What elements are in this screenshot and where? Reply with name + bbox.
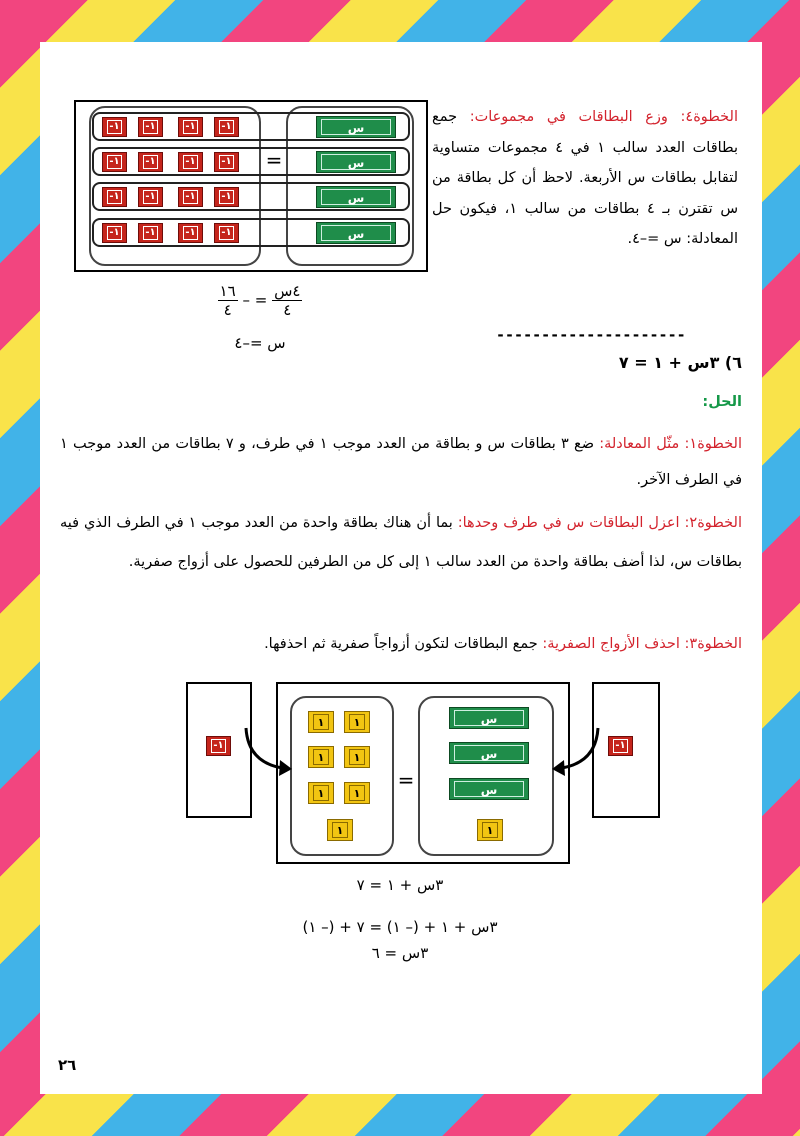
separator: --------------------- — [496, 326, 686, 344]
negative-one-tile: -١ — [214, 223, 239, 243]
negative-one-tile: -١ — [214, 117, 239, 137]
negative-one-tile: -١ — [178, 223, 203, 243]
positive-one-tile: ١ — [308, 746, 334, 768]
step4-equation-fraction: $\frac{\text{٤س}}{٤}$ = – $\frac{١٦}{٤}$ — [219, 282, 301, 319]
arrow-right-icon — [240, 722, 296, 782]
equals-sign: = — [397, 768, 415, 792]
negative-one-tile: -١ — [608, 736, 633, 756]
x-tile: س — [449, 778, 529, 800]
negative-one-tile: -١ — [102, 223, 127, 243]
positive-one-tile: ١ — [308, 782, 334, 804]
negative-one-tile: -١ — [138, 187, 163, 207]
positive-one-tile: ١ — [308, 711, 334, 733]
step3-text: الخطوة٣: احذف الأزواج الصفرية: جمع البطاقات لتكون أزواجاً صفرية ثم احذفها. — [264, 636, 742, 652]
positive-one-tile: ١ — [477, 819, 503, 841]
fraction-right: $\frac{١٦}{٤}$ — [219, 282, 236, 319]
negative-one-tile: -١ — [178, 117, 203, 137]
equation-1: ٣س + ١ = ٧ — [356, 876, 444, 894]
fraction-left: $\frac{\text{٤س}}{٤}$ — [274, 282, 301, 319]
x-tile: س — [316, 222, 396, 244]
step4-text: الخطوة٤: وزع البطاقات في مجموعات: جمع بطاقات العدد سالب ١ في ٤ مجموعات متساوية لتقابل بطاقات س الأربعة. لاحظ أن كل بطاقة من س تقترن بـ ٤ بطاقات من سالب ١، فيكون حل المعادلة: س =–٤. — [432, 109, 739, 247]
x-tile: س — [316, 186, 396, 208]
step4-figure — [74, 100, 428, 272]
step1-text: الخطوة١: مثّل المعادلة: ضع ٣ بطاقات س و بطاقة من العدد موجب ١ في طرف، و ٧ بطاقات من العدد موجب ١ في الطرف الآخر. — [60, 436, 743, 488]
negative-one-tile: -١ — [206, 736, 231, 756]
negative-one-tile: -١ — [138, 223, 163, 243]
solution-label: الحل: — [702, 394, 742, 410]
negative-one-tile: -١ — [138, 152, 163, 172]
page-number: ٢٦ — [58, 1056, 77, 1074]
positive-one-tile: ١ — [344, 746, 370, 768]
page — [40, 42, 762, 1094]
positive-one-tile: ١ — [327, 819, 353, 841]
equation-2: ٣س + ١ + (– ١) = ٧ + (– ١) — [302, 918, 498, 936]
step2-text: الخطوة٢: اعزل البطاقات س في طرف وحدها: بما أن هناك بطاقة واحدة من العدد موجب ١ في الطرف الذي فيه بطاقات س، لذا أضف بطاقة واحدة من العدد سالب ١ إلى كل من الطرفين للحصول على أزواج صفرية. — [60, 515, 742, 570]
negative-one-tile: -١ — [102, 117, 127, 137]
positive-one-tile: ١ — [344, 711, 370, 733]
x-tile: س — [449, 707, 529, 729]
negative-one-tile: -١ — [214, 152, 239, 172]
x-tile: س — [316, 116, 396, 138]
negative-one-tile: -١ — [178, 187, 203, 207]
problem-6: ٦) ٣س + ١ = ٧ — [618, 353, 742, 372]
step4-solution: س =–٤ — [234, 334, 286, 352]
equation-3: ٣س = ٦ — [371, 944, 429, 962]
negative-one-tile: -١ — [102, 187, 127, 207]
step4-heading: الخطوة٤: وزع البطاقات في مجموعات: — [469, 109, 738, 125]
negative-one-tile: -١ — [102, 152, 127, 172]
negative-one-tile: -١ — [138, 117, 163, 137]
positive-one-tile: ١ — [344, 782, 370, 804]
arrow-left-icon — [548, 722, 604, 782]
equals-sign: = — [265, 148, 283, 172]
negative-one-tile: -١ — [214, 187, 239, 207]
x-tile: س — [449, 742, 529, 764]
negative-one-tile: -١ — [178, 152, 203, 172]
x-tile: س — [316, 151, 396, 173]
